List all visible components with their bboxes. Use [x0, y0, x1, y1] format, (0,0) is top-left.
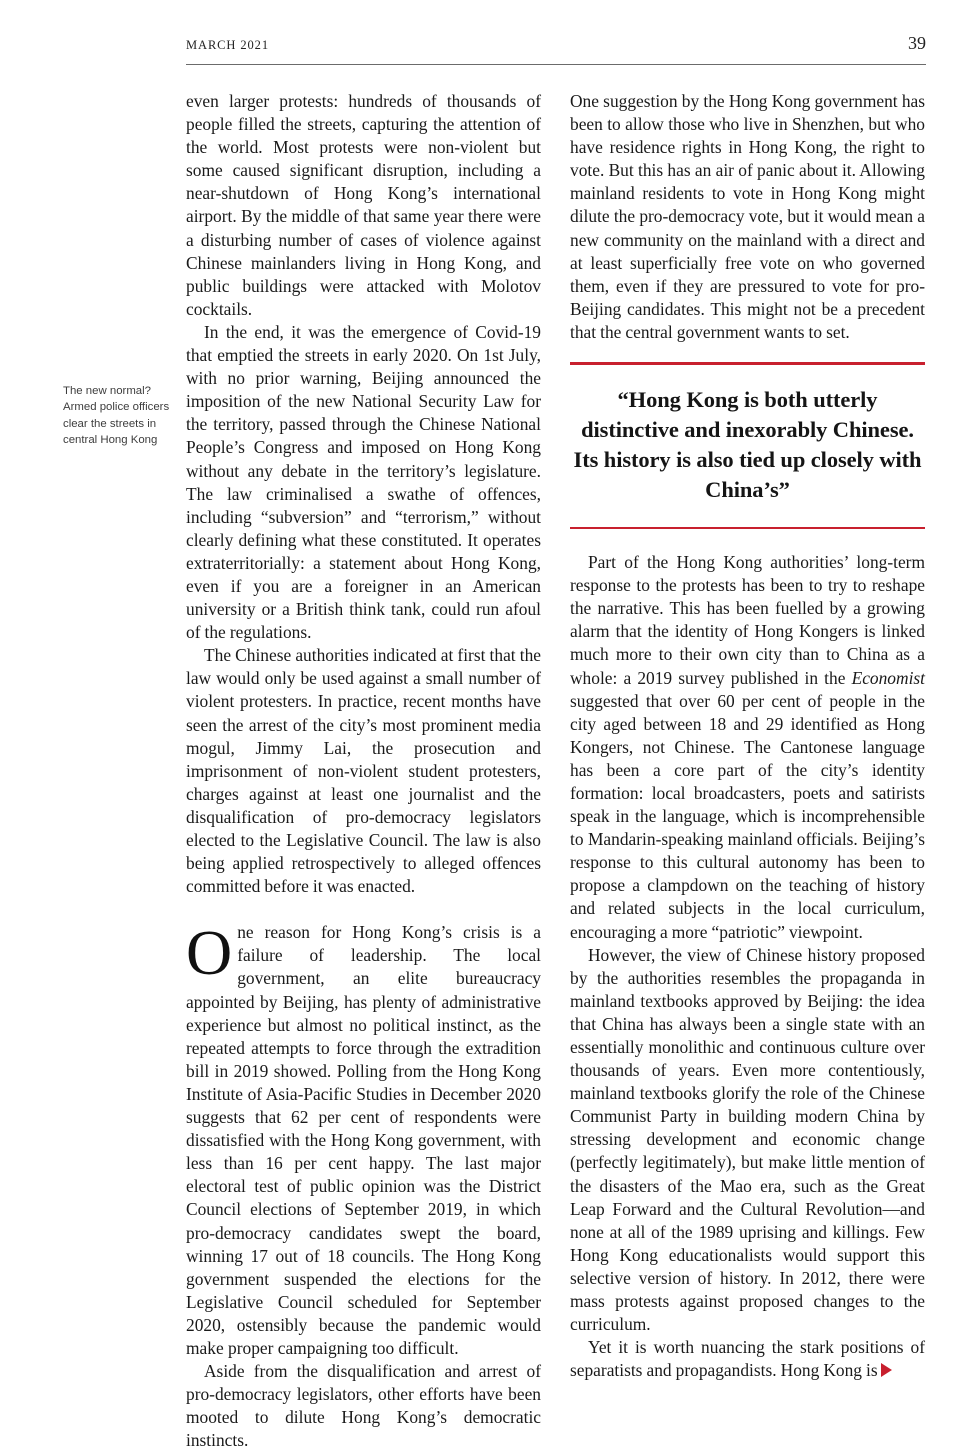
- drop-cap: O: [186, 917, 233, 989]
- paragraph-spacer: [186, 898, 541, 921]
- paragraph-tail: suggested that over 60 per cent of people in the city aged between 18 and 29 identified as Hong Kongers, not Chinese. The Cantonese language has been a core part of the city’s identity formation: local broadcasters, poets and satirists speak in the language, which is incomprehensible to Mandarin-speaking mainland officials. Beijing’s response to this cultural autonomy has been to propose a clampdown on the teaching of history and related subjects in the local curriculum, encouraging a more “patriotic” viewpoint.: [570, 690, 925, 942]
- paragraph: However, the view of Chinese history proposed by the authorities resembles the propaganda in mainland textbooks approved by Beijing: the idea that China has always been a single state with an essentially monolithic and continuous culture over thousands of years. Even more contentiously, mainland textbooks glorify the role of the Chinese Communist Party in building modern China by stressing development and economic change (perfectly legitimately), but make little mention of the disasters of the Mao era, such as the Great Leap Forward and the Cultural Revolution—and none at all of the 1989 uprising and killings. Few Hong Kong educationalists would support this selective version of history. In 2012, there were mass protests against proposed changes to the curriculum.: [570, 944, 925, 1335]
- paragraph-last-text: Yet it is worth nuancing the stark positions of separatists and propagandists. Hong Kong is: [570, 1337, 925, 1381]
- paragraph-last: [570, 1336, 925, 1382]
- publication-title: Economist: [851, 667, 925, 688]
- paragraph: The Chinese authorities indicated at first that the law would only be used against a small number of violent protesters. In practice, recent months have seen the arrest of the city’s most prominent media mogul, Jimmy Lai, the prosecution and imprisonment of non-violent student protesters, charges against at least one journalist and the disqualification of pro-democracy legislators elected to the Legislative Council. The law is also being applied retrospectively to alleged offences committed before it was enacted.: [186, 645, 541, 897]
- pull-quote-rule-bottom: [570, 527, 925, 530]
- margin-caption: The new normal? Armed police officers clear the streets in central Hong Kong: [63, 385, 170, 447]
- dropcap-paragraph-text: ne reason for Hong Kong’s crisis is a failure of leadership. The local government, an elite bureaucracy appointed by Beijing, has plenty of administrative experience but almost no political instinct, as the repeated attempts to force through the extradition bill in 2019 showed. Polling from the Hong Kong Institute of Asia-Pacific Studies in December 2020 suggests that 62 per cent of respondents were dissatisfied with the Hong Kong government, with less than 16 per cent happy. The last major electoral test of public opinion was the District Council elections of September 2019, in which pro-democracy candidates swept the board, winning 17 out of 18 councils. The Hong Kong government suspended the elections for the Legislative Council scheduled for September 2020, ostensibly because the pandemic would make proper campaigning too difficult.: [186, 922, 541, 1358]
- paragraph: [570, 551, 925, 944]
- text-column-left: [186, 90, 541, 1452]
- paragraph: In the end, it was the emergence of Covid-19 that emptied the streets in early 2020. On 1st July, with no prior warning, Beijing announced the imposition of the new National Security Law for the territory, passed through the Chinese National People’s Congress and imposed on Hong Kong without any debate in the territory’s legislature. The law criminalised a swathe of offences, including “subversion” and “terrorism,” without clearly defining what these constituted. It operates extraterritorially: a statement about Hong Kong, even if you are a foreigner in an American university or a British think tank, could run afoul of the regulations.: [186, 321, 541, 643]
- continuation-arrow-icon: [881, 1363, 892, 1377]
- page-number: 39: [908, 33, 926, 53]
- paragraph: even larger protests: hundreds of thousands of people filled the streets, capturing the attention of the world. Most protests were non-violent but some caused significant disruption, including a near-shutdown of Hong Kong’s international airport. By the middle of that same year there were a disturbing number of cases of violence against Chinese mainlanders living in Hong Kong, and public buildings were attacked with Molotov cocktails.: [186, 91, 541, 319]
- pull-quote-text: “Hong Kong is both utterly distinctive and inexorably Chinese. Its history is also tied up closely with China’s”: [573, 386, 922, 502]
- text-column-right: [570, 90, 925, 1382]
- running-head-label: MARCH 2021: [186, 38, 269, 52]
- pull-quote: [570, 362, 925, 529]
- header-divider: [186, 64, 926, 65]
- paragraph-lead: Part of the Hong Kong authorities’ long-term response to the protests has been to try to reshape the narrative. This has been fuelled by a growing alarm that the identity of Hong Kongers is linked much more to their own city than to China as a whole: a 2019 survey published in the: [570, 552, 925, 688]
- paragraph: One suggestion by the Hong Kong government has been to allow those who live in Shenzhen, but who have residence rights in Hong Kong, the right to vote. But this has an air of panic about it. Allowing mainland residents to vote in Hong Kong might dilute the pro-democracy vote, but it would mean a new community on the mainland with a direct and at least superficially free vote on who governed them, even if they are pressured to vote for pro-Beijing candidates. This might not be a precedent that the central government wants to set.: [570, 91, 925, 342]
- paragraph: Aside from the disqualification and arrest of pro-democracy legislators, other efforts have been mooted to dilute Hong Kong’s democratic instincts.: [186, 1361, 541, 1451]
- dropcap-paragraph: [186, 917, 541, 1360]
